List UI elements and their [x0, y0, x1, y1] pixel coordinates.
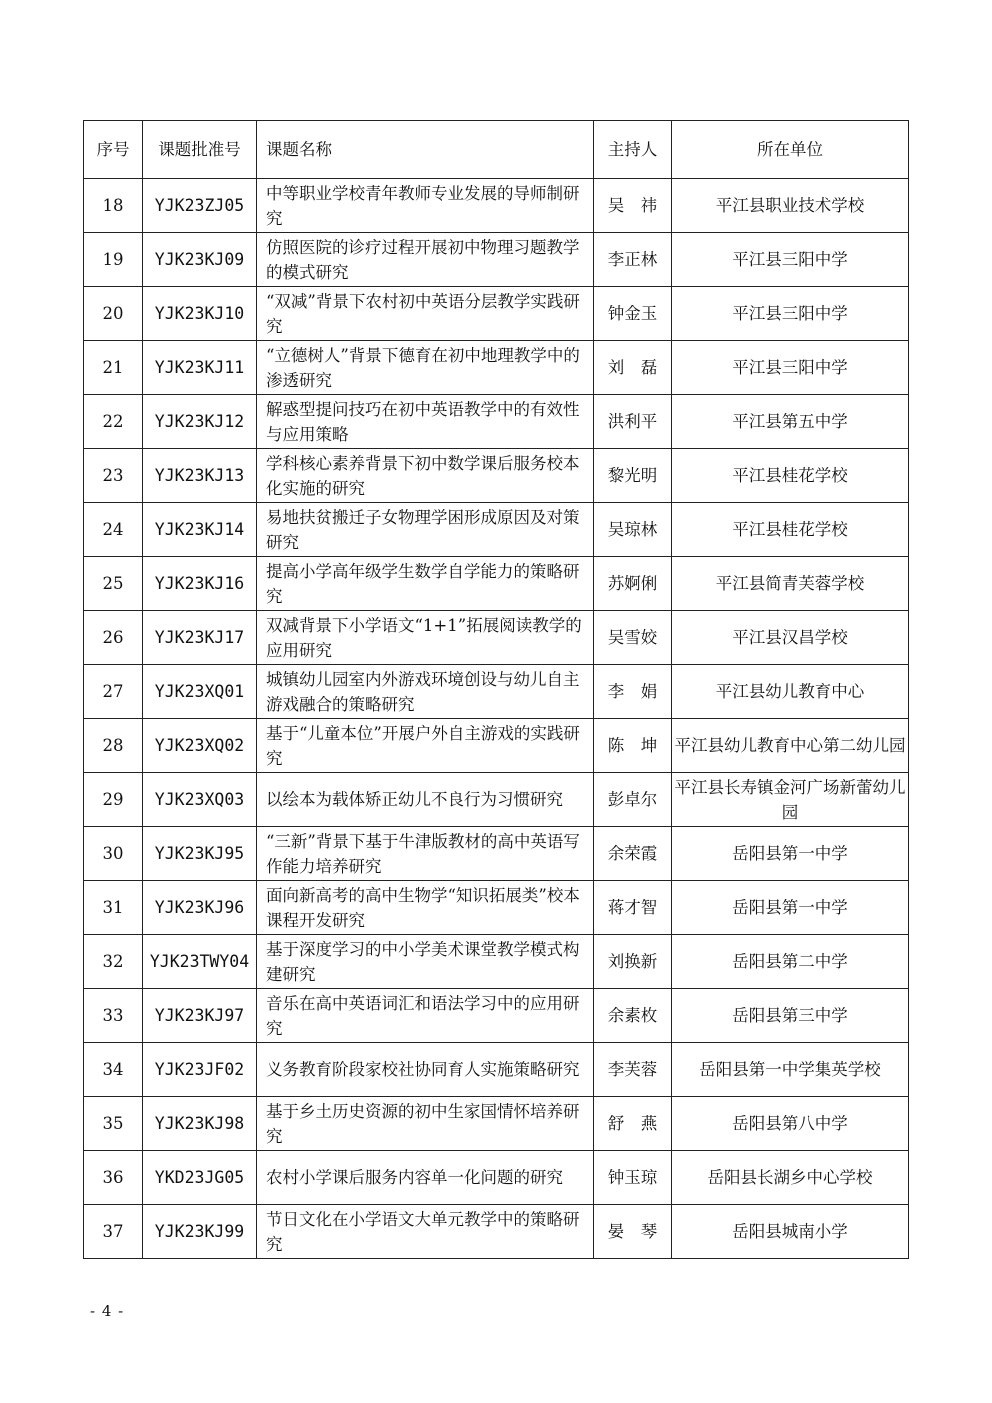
table-row — [84, 1151, 909, 1205]
table-row — [84, 557, 909, 611]
cell-project-name: 音乐在高中英语词汇和语法学习中的应用研究 — [257, 989, 594, 1043]
cell-seq: 32 — [84, 935, 143, 989]
table-row — [84, 935, 909, 989]
table-row — [84, 719, 909, 773]
table-row — [84, 881, 909, 935]
cell-host: 李正林 — [594, 233, 672, 287]
cell-approval-number: YJK23ZJ05 — [143, 179, 257, 233]
header-seq: 序号 — [84, 121, 143, 179]
cell-unit: 岳阳县第三中学 — [672, 989, 909, 1043]
cell-project-name: 义务教育阶段家校社协同育人实施策略研究 — [257, 1043, 594, 1097]
cell-seq: 31 — [84, 881, 143, 935]
cell-project-name: 城镇幼儿园室内外游戏环境创设与幼儿自主游戏融合的策略研究 — [257, 665, 594, 719]
cell-seq: 36 — [84, 1151, 143, 1205]
cell-unit: 岳阳县第一中学 — [672, 827, 909, 881]
table-row — [84, 773, 909, 827]
cell-host: 蒋才智 — [594, 881, 672, 935]
cell-approval-number: YJK23KJ97 — [143, 989, 257, 1043]
cell-seq: 37 — [84, 1205, 143, 1259]
cell-seq: 27 — [84, 665, 143, 719]
cell-project-name: 农村小学课后服务内容单一化问题的研究 — [257, 1151, 594, 1205]
cell-host: 舒 燕 — [594, 1097, 672, 1151]
cell-approval-number: YJK23JF02 — [143, 1043, 257, 1097]
cell-approval-number: YJK23KJ10 — [143, 287, 257, 341]
cell-approval-number: YJK23KJ17 — [143, 611, 257, 665]
cell-seq: 34 — [84, 1043, 143, 1097]
table-row — [84, 1205, 909, 1259]
cell-seq: 28 — [84, 719, 143, 773]
cell-unit: 岳阳县第一中学 — [672, 881, 909, 935]
cell-seq: 29 — [84, 773, 143, 827]
cell-unit: 岳阳县第二中学 — [672, 935, 909, 989]
cell-seq: 23 — [84, 449, 143, 503]
cell-unit: 平江县职业技术学校 — [672, 179, 909, 233]
cell-host: 陈 坤 — [594, 719, 672, 773]
cell-unit: 平江县简青芙蓉学校 — [672, 557, 909, 611]
cell-project-name: 中等职业学校青年教师专业发展的导师制研究 — [257, 179, 594, 233]
cell-unit: 平江县汉昌学校 — [672, 611, 909, 665]
cell-approval-number: YJK23TWY04 — [143, 935, 257, 989]
cell-approval-number: YJK23KJ95 — [143, 827, 257, 881]
cell-project-name: 提高小学高年级学生数学自学能力的策略研究 — [257, 557, 594, 611]
cell-unit: 平江县桂花学校 — [672, 449, 909, 503]
cell-host: 苏婀俐 — [594, 557, 672, 611]
cell-host: 李 娟 — [594, 665, 672, 719]
cell-approval-number: YJK23KJ16 — [143, 557, 257, 611]
cell-approval-number: YJK23KJ11 — [143, 341, 257, 395]
cell-unit: 平江县三阳中学 — [672, 233, 909, 287]
cell-project-name: “双减”背景下农村初中英语分层教学实践研究 — [257, 287, 594, 341]
cell-unit: 平江县三阳中学 — [672, 287, 909, 341]
table-row — [84, 233, 909, 287]
cell-seq: 24 — [84, 503, 143, 557]
cell-unit: 平江县桂花学校 — [672, 503, 909, 557]
table-row — [84, 665, 909, 719]
cell-host: 刘 磊 — [594, 341, 672, 395]
table-row — [84, 1097, 909, 1151]
header-project-name: 课题名称 — [257, 121, 594, 179]
cell-project-name: 节日文化在小学语文大单元教学中的策略研究 — [257, 1205, 594, 1259]
cell-host: 吴 祎 — [594, 179, 672, 233]
cell-approval-number: YJK23KJ09 — [143, 233, 257, 287]
cell-host: 吴琼林 — [594, 503, 672, 557]
table-row — [84, 827, 909, 881]
header-host: 主持人 — [594, 121, 672, 179]
table-row — [84, 287, 909, 341]
cell-approval-number: YJK23XQ01 — [143, 665, 257, 719]
cell-project-name: 基于深度学习的中小学美术课堂教学模式构建研究 — [257, 935, 594, 989]
cell-approval-number: YJK23KJ96 — [143, 881, 257, 935]
cell-approval-number: YJK23KJ13 — [143, 449, 257, 503]
cell-seq: 35 — [84, 1097, 143, 1151]
cell-host: 李芙蓉 — [594, 1043, 672, 1097]
cell-approval-number: YJK23KJ14 — [143, 503, 257, 557]
cell-host: 彭卓尔 — [594, 773, 672, 827]
cell-seq: 33 — [84, 989, 143, 1043]
cell-project-name: 基于乡土历史资源的初中生家国情怀培养研究 — [257, 1097, 594, 1151]
cell-unit: 平江县三阳中学 — [672, 341, 909, 395]
cell-host: 钟金玉 — [594, 287, 672, 341]
cell-host: 余素枚 — [594, 989, 672, 1043]
cell-seq: 26 — [84, 611, 143, 665]
cell-project-name: 易地扶贫搬迁子女物理学困形成原因及对策研究 — [257, 503, 594, 557]
cell-host: 晏 琴 — [594, 1205, 672, 1259]
cell-unit: 平江县幼儿教育中心 — [672, 665, 909, 719]
cell-approval-number: YJK23XQ03 — [143, 773, 257, 827]
table-row — [84, 341, 909, 395]
cell-project-name: 基于“儿童本位”开展户外自主游戏的实践研究 — [257, 719, 594, 773]
page-number: - 4 - — [90, 1302, 125, 1320]
table-row — [84, 503, 909, 557]
cell-host: 钟玉琼 — [594, 1151, 672, 1205]
table-row — [84, 395, 909, 449]
cell-unit: 岳阳县第八中学 — [672, 1097, 909, 1151]
cell-approval-number: YJK23XQ02 — [143, 719, 257, 773]
cell-host: 余荣霞 — [594, 827, 672, 881]
table-row — [84, 611, 909, 665]
cell-approval-number: YJK23KJ98 — [143, 1097, 257, 1151]
cell-unit: 岳阳县第一中学集英学校 — [672, 1043, 909, 1097]
cell-seq: 22 — [84, 395, 143, 449]
cell-project-name: “三新”背景下基于牛津版教材的高中英语写作能力培养研究 — [257, 827, 594, 881]
cell-host: 吴雪姣 — [594, 611, 672, 665]
cell-host: 黎光明 — [594, 449, 672, 503]
table-row — [84, 179, 909, 233]
cell-host: 洪利平 — [594, 395, 672, 449]
cell-project-name: 仿照医院的诊疗过程开展初中物理习题教学的模式研究 — [257, 233, 594, 287]
project-table — [83, 120, 909, 1259]
cell-seq: 19 — [84, 233, 143, 287]
cell-unit: 平江县长寿镇金河广场新蕾幼儿园 — [672, 773, 909, 827]
cell-project-name: “立德树人”背景下德育在初中地理教学中的渗透研究 — [257, 341, 594, 395]
cell-seq: 30 — [84, 827, 143, 881]
cell-project-name: 双减背景下小学语文“1+1”拓展阅读教学的应用研究 — [257, 611, 594, 665]
table-row — [84, 989, 909, 1043]
cell-unit: 岳阳县城南小学 — [672, 1205, 909, 1259]
cell-project-name: 解惑型提问技巧在初中英语教学中的有效性与应用策略 — [257, 395, 594, 449]
cell-approval-number: YJK23KJ99 — [143, 1205, 257, 1259]
cell-seq: 21 — [84, 341, 143, 395]
cell-project-name: 以绘本为载体矫正幼儿不良行为习惯研究 — [257, 773, 594, 827]
cell-seq: 25 — [84, 557, 143, 611]
cell-seq: 18 — [84, 179, 143, 233]
cell-host: 刘换新 — [594, 935, 672, 989]
cell-project-name: 学科核心素养背景下初中数学课后服务校本化实施的研究 — [257, 449, 594, 503]
cell-unit: 平江县第五中学 — [672, 395, 909, 449]
cell-unit: 平江县幼儿教育中心第二幼儿园 — [672, 719, 909, 773]
header-unit: 所在单位 — [672, 121, 909, 179]
header-approval-number: 课题批准号 — [143, 121, 257, 179]
cell-unit: 岳阳县长湖乡中心学校 — [672, 1151, 909, 1205]
table-row — [84, 449, 909, 503]
table-row — [84, 1043, 909, 1097]
cell-seq: 20 — [84, 287, 143, 341]
table-header-row — [84, 121, 909, 179]
cell-approval-number: YKD23JG05 — [143, 1151, 257, 1205]
cell-approval-number: YJK23KJ12 — [143, 395, 257, 449]
cell-project-name: 面向新高考的高中生物学“知识拓展类”校本课程开发研究 — [257, 881, 594, 935]
